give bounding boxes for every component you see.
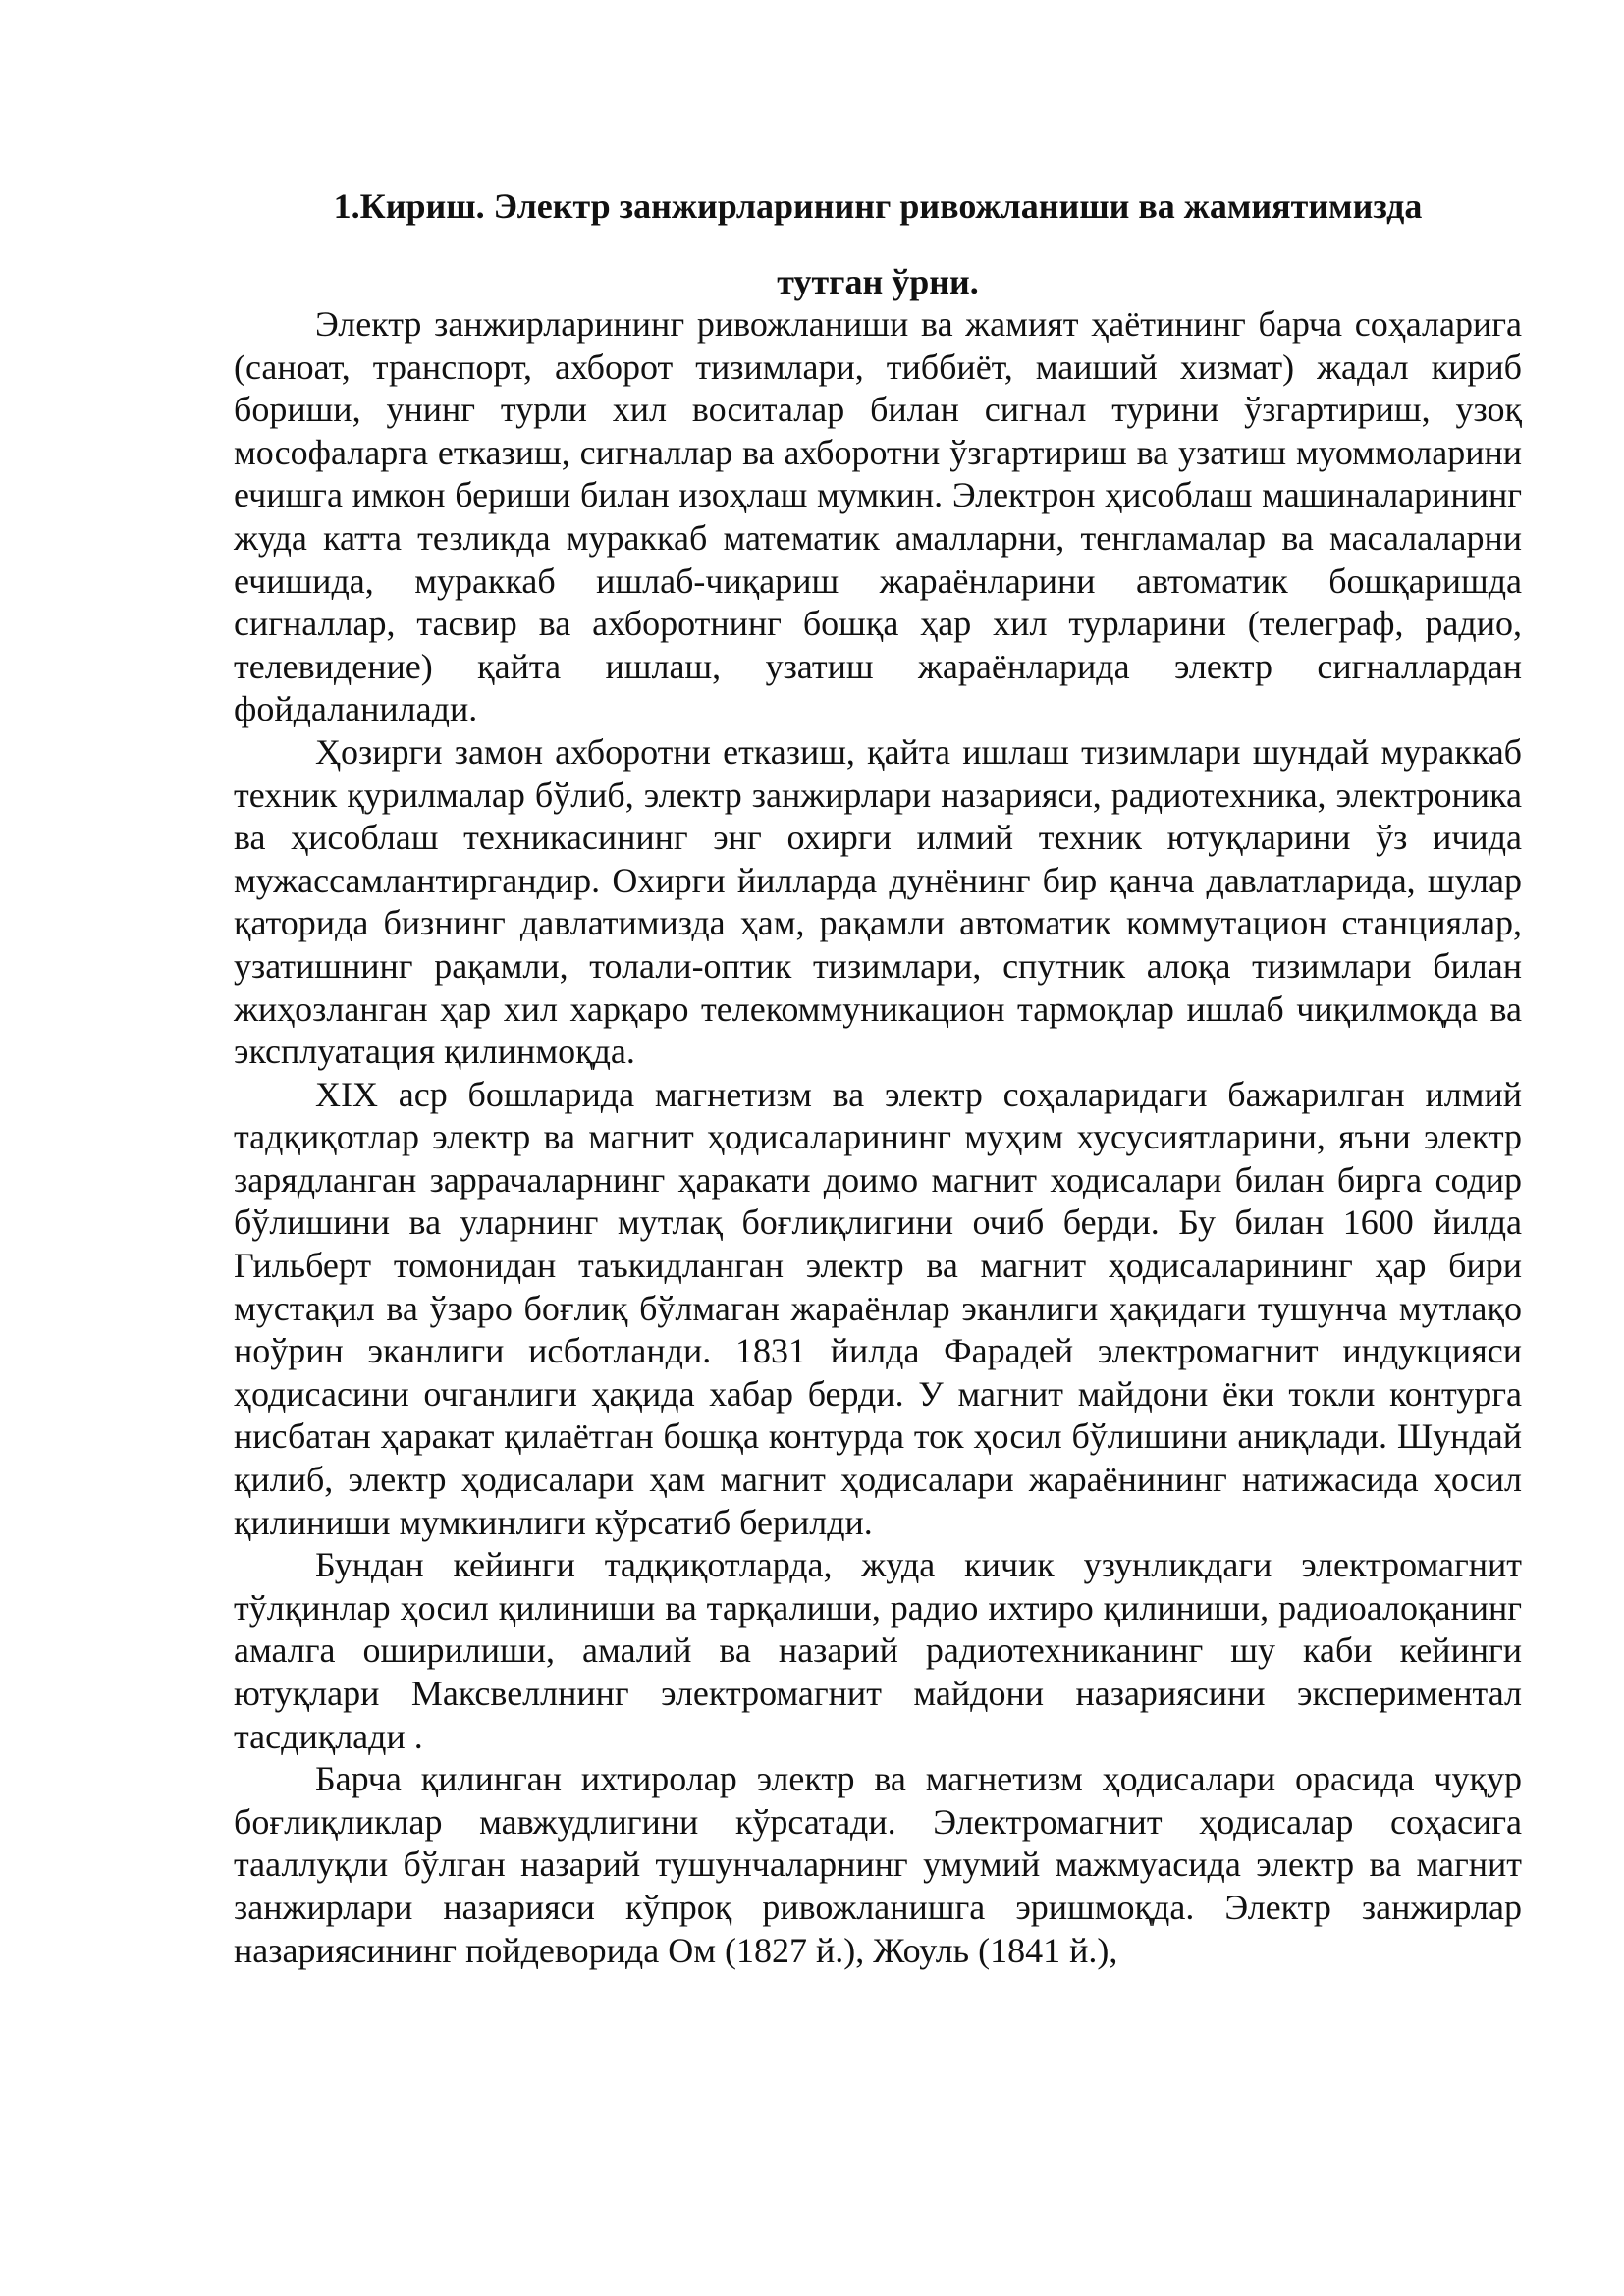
title-line-2: тутган ўрни. [777, 262, 979, 301]
document-body [234, 303, 1522, 1972]
paragraph-3: XIX аср бошларида магнетизм ва электр соҳаларидаги бажарилган илмий тадқиқотлар электр ва магнит ҳодисаларининг муҳим хусусиятларини, яъни электр зарядланган заррачаларнинг ҳаракати доимо магнит ходисалари билан бирга содир бўлишини ва уларнинг мутлақ боғлиқлигини очиб берди. Бу билан 1600 йилда Гильберт томонидан таъкидланган электр ва магнит ҳодисаларининг ҳар бири мустақил ва ўзаро боғлиқ бўлмаган жараёнлар эканлиги ҳақидаги тушунча мутлақо ноўрин эканлиги исботланди. 1831 йилда Фарадей электромагнит индукцияси ҳодисасини очганлиги ҳақида хабар берди. У магнит майдони ёки токли контурга нисбатан ҳаракат қилаётган бошқа контурда ток ҳосил бўлишини аниқлади. Шундай қилиб, электр ҳодисалари ҳам магнит ҳодисалари жараёнининг натижасида ҳосил қилиниши мумкинлиги кўрсатиб берилди. [234, 1074, 1522, 1542]
title-line-1: 1.Кириш. Электр занжирларининг ривожланиши ва жамиятимизда [333, 187, 1423, 226]
paragraph-2: Ҳозирги замон ахборотни етказиш, қайта ишлаш тизимлари шундай мураккаб техник қурилмалар бўлиб, электр занжирлари назарияси, радиотехника, электроника ва ҳисоблаш техникасининг энг охирги илмий техник ютуқларини ўз ичида мужассамлантиргандир. Охирги йилларда дунёнинг бир қанча давлатларида, шулар қаторида бизнинг давлатимизда ҳам, рақамли автоматик коммутацион станциялар, узатишнинг рақамли, толали-оптик тизимлари, спутник алоқа тизимлари билан жиҳозланган ҳар хил харқаро телекоммуникацион тармоқлар ишлаб чиқилмоқда ва эксплуатация қилинмоқда. [234, 731, 1522, 1072]
paragraph-1: Электр занжирларининг ривожланиши ва жамият ҳаётининг барча соҳаларига (саноат, транспорт, ахборот тизимлари, тиббиёт, маиший хизмат) жадал кириб бориши, унинг турли хил воситалар билан сигнал турини ўзгартириш, узоқ мософаларга етказиш, сигналлар ва ахборотни ўзгартириш ва узатиш муоммоларини ечишга имкон бериши билан изоҳлаш мумкин. Электрон ҳисоблаш машиналарининг жуда катта тезликда мураккаб математик амалларни, тенгламалар ва масалаларни ечишида, мураккаб ишлаб-чиқариш жараёнларини автоматик бошқаришда сигналлар, тасвир ва ахборотнинг бошқа ҳар хил турларини (телеграф, радио, телевидение) қайта ишлаш, узатиш жараёнларида электр сигналлардан фойдаланилади. [234, 304, 1522, 729]
paragraph-4: Бундан кейинги тадқиқотларда, жуда кичик узунликдаги электромагнит тўлқинлар ҳосил қилиниши ва тарқалиши, радио ихтиро қилиниши, радиоалоқанинг амалга оширилиши, амалий ва назарий радиотехниканинг шу каби кейинги ютуқлари Максвеллнинг электромагнит майдони назариясини экспериментал тасдиқлади . [234, 1545, 1522, 1756]
document-page [234, 185, 1522, 1972]
section-title [234, 185, 1522, 303]
paragraph-5: Барча қилинган ихтиролар электр ва магнетизм ҳодисалари орасида чуқур боғлиқликлар мавжудлигини кўрсатади. Электромагнит ҳодисалар соҳасига тааллуқли бўлган назарий тушунчаларнинг умумий мажмуасида электр ва магнит занжирлари назарияси кўпроқ ривожланишга эришмоқда. Электр занжирлар назариясининг пойдеворида Ом (1827 й.), Жоуль (1841 й.), [234, 1759, 1522, 1970]
